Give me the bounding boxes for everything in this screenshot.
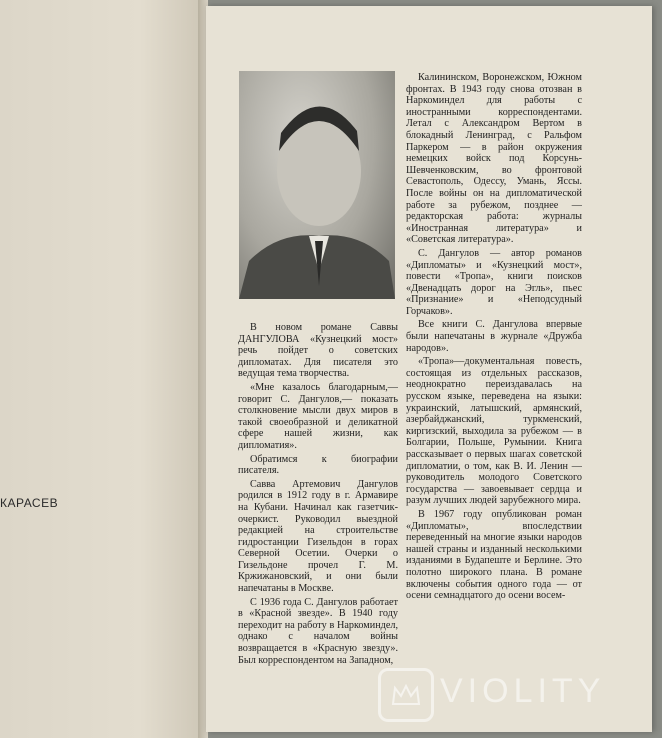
paragraph: В 1967 году опубликован роман «Дипломаты», впоследствии переведенный на многие языки народов нашей страны и изданный несколькими изданиями в Будапеште и Берлине. Это полотно широкого плана. В романе включены события одного года — от осени семнадцатого до осени восем- [406,508,582,602]
article-right-column [406,72,582,604]
paragraph: Обратимся к биографии писателя. [238,453,398,477]
paragraph: С 1936 года С. Дангулов работает в «Красной звезде». В 1940 году переходит на работу в Наркоминдел, однако с началом войны возвращается в «Красную звезду». Был корреспондентом на Западном, [238,596,398,666]
left-page [0,0,200,738]
left-page-text: КАРАСЕВ [0,496,59,510]
right-page [206,6,652,732]
watermark-text: VIOLITY [440,672,606,710]
article-left-column [238,322,398,668]
portrait-image [239,71,395,299]
paragraph: Савва Артемович Дангулов родился в 1912 году в г. Армавире на Кубани. Начинал как газетчик-очеркист. Руководил выездной редакцией на строительстве гидростанции Гизельдон в горах Северной Осетии. Очерки о Гизельдоне прочел Г. М. Кржижановский, и они были напечатаны в Москве. [238,478,398,595]
paragraph: «Мне казалось благодарным,— говорит С. Дангулов,— показать столкновение мысли двух миров в такой своеобразной и деликатной сфере нашей жизни, как дипломатия». [238,381,398,451]
author-portrait [239,71,395,299]
watermark-logo [378,668,434,722]
paragraph: Калининском, Воронежском, Южном фронтах. В 1943 году снова отозван в Наркоминдел для работы с иностранными корреспондентами. Летал с Александром Вертом в блокадный Ленинград, с Ральфом Паркером — в район окружения немецких войск под Корсунь-Шевченковским, во фронтовой Севастополь, Одессу, Умань, Яссы. После войны он на дипломатической работе за рубежом, позднее — редакторская работа: журналы «Иностранная литература» и «Советская литература». [406,72,582,246]
paragraph: В новом романе Саввы ДАНГУЛОВА «Кузнецкий мост» речь пойдет о советских дипломатах. Для писателя это ведущая тема творчества. [238,322,398,380]
paragraph: «Тропа»—документальная повесть, состоящая из отдельных рассказов, неоднократно переиздавалась на русском языке, переведена на языки: украинский, латышский, армянский, азербайджанский, туркменский, киргизский, выходила за рубежом — в Болгарии, Польше, Румынии. Книга рассказывает о первых шагах советской дипломатии, о том, как В. И. Ленин — руководитель молодого Советского государства — завоевывает сердца и разум лучших людей зарубежного мира. [406,356,582,507]
paragraph: С. Дангулов — автор романов «Дипломаты» и «Кузнецкий мост», повести «Тропа», книги поисков «Двенадцать дорог на Эгль», пьес «Признание» и «Неподсудный Горчаков». [406,247,582,317]
crown-icon [391,682,421,708]
paragraph: Все книги С. Дангулова впервые были напечатаны в журнале «Дружба народов». [406,319,582,354]
